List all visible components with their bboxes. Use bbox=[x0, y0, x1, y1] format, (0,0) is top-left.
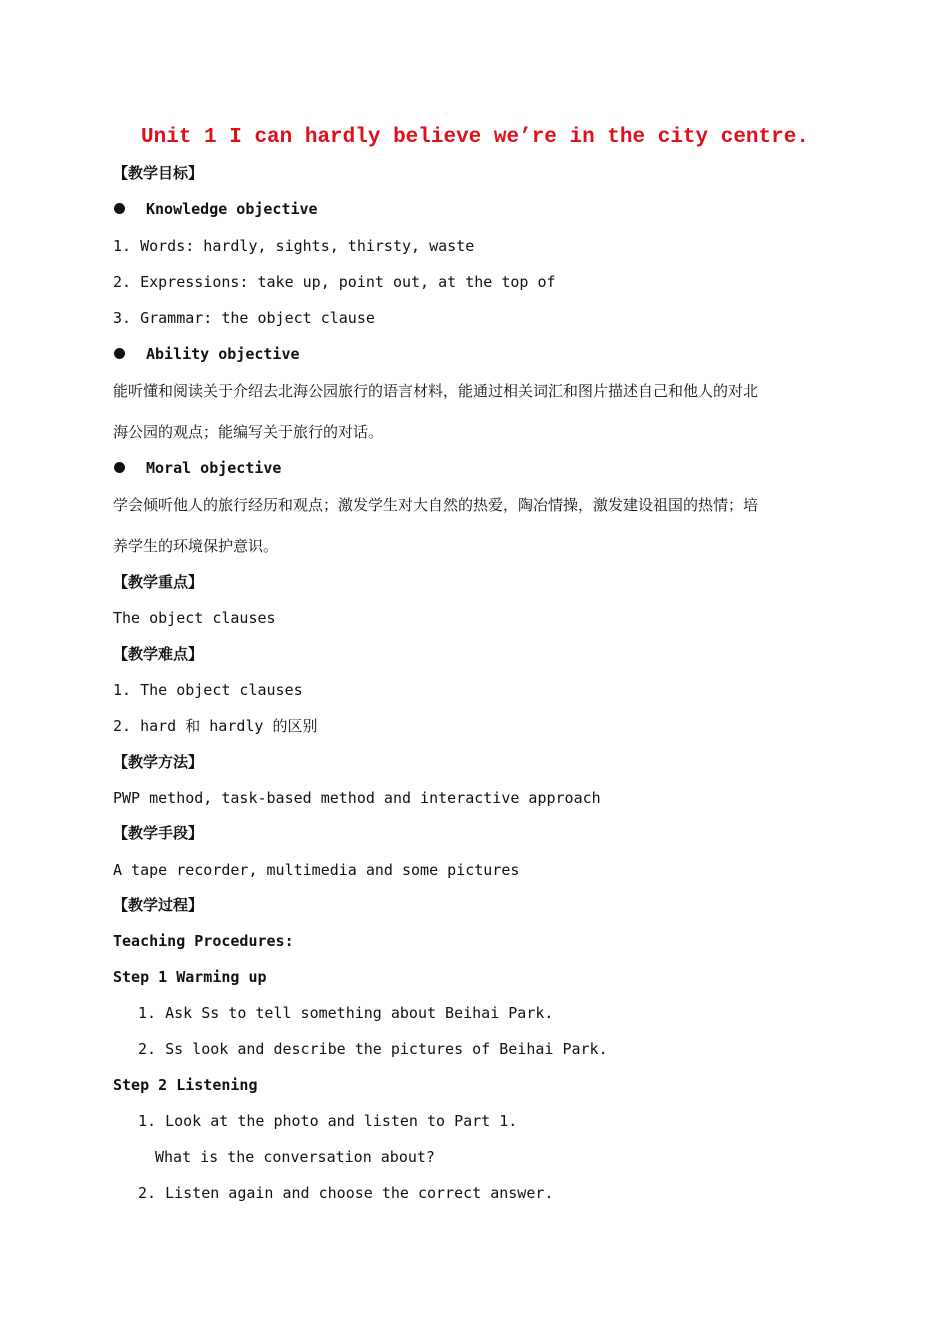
step-2-title: Step 2 Listening bbox=[113, 1076, 258, 1094]
section-heading-key-points: 【教学重点】 bbox=[113, 573, 204, 591]
knowledge-item: 1. Words: hardly, sights, thirsty, waste bbox=[113, 237, 475, 255]
means-text: A tape recorder, multimedia and some pictures bbox=[113, 861, 520, 879]
step-1-item: 2. Ss look and describe the pictures of Beihai Park. bbox=[138, 1040, 608, 1058]
section-heading-objectives: 【教学目标】 bbox=[113, 164, 204, 182]
bullet-icon bbox=[114, 203, 125, 214]
moral-objective-text: 养学生的环境保护意识。 bbox=[113, 537, 279, 555]
knowledge-item: 2. Expressions: take up, point out, at the top of bbox=[113, 273, 556, 291]
document-title: Unit 1 I can hardly believe we’re in the city centre. bbox=[141, 126, 809, 149]
section-heading-difficulties: 【教学难点】 bbox=[113, 645, 204, 663]
ability-objective-text: 海公园的观点；能编写关于旅行的对话。 bbox=[113, 423, 384, 441]
ability-objective-label: Ability objective bbox=[146, 345, 300, 363]
ability-objective-text: 能听懂和阅读关于介绍去北海公园旅行的语言材料，能通过相关词汇和图片描述自己和他人的对北 bbox=[113, 382, 759, 400]
section-heading-methods: 【教学方法】 bbox=[113, 753, 204, 771]
bullet-icon bbox=[114, 348, 125, 359]
difficulty-item: 1. The object clauses bbox=[113, 681, 303, 699]
key-points-text: The object clauses bbox=[113, 609, 276, 627]
difficulty-item: 2. hard 和 hardly 的区别 bbox=[113, 717, 318, 735]
step-2-item: 2. Listen again and choose the correct answer. bbox=[138, 1184, 554, 1202]
step-2-question: What is the conversation about? bbox=[155, 1148, 435, 1166]
section-heading-process: 【教学过程】 bbox=[113, 896, 204, 914]
bullet-icon bbox=[114, 462, 125, 473]
moral-objective-text: 学会倾听他人的旅行经历和观点；激发学生对大自然的热爱，陶冶情操，激发建设祖国的热情；培 bbox=[113, 496, 759, 514]
moral-objective-label: Moral objective bbox=[146, 459, 282, 477]
step-2-item: 1. Look at the photo and listen to Part 1. bbox=[138, 1112, 518, 1130]
teaching-procedures-label: Teaching Procedures: bbox=[113, 932, 294, 950]
step-1-title: Step 1 Warming up bbox=[113, 968, 267, 986]
methods-text: PWP method, task-based method and interactive approach bbox=[113, 789, 601, 807]
section-heading-means: 【教学手段】 bbox=[113, 824, 204, 842]
knowledge-item: 3. Grammar: the object clause bbox=[113, 309, 375, 327]
step-1-item: 1. Ask Ss to tell something about Beihai Park. bbox=[138, 1004, 554, 1022]
knowledge-objective-label: Knowledge objective bbox=[146, 200, 318, 218]
